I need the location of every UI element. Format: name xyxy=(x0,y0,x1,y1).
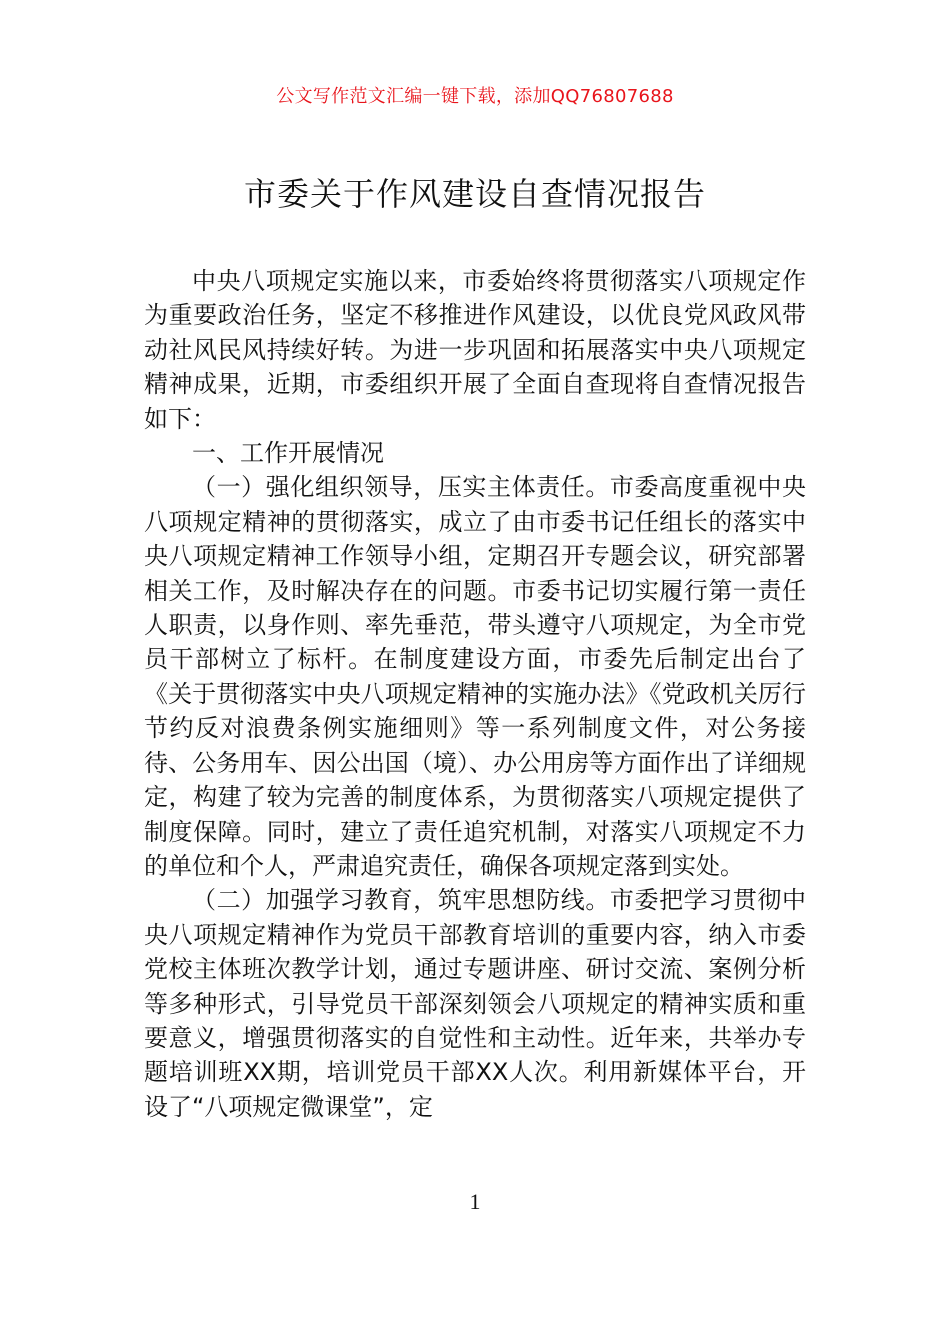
document-body xyxy=(144,264,806,1124)
header-download-note: 公文写作范文汇编一键下载，添加QQ76807688 xyxy=(276,86,674,107)
paragraph-section-1-1: （一）强化组织领导，压实主体责任。市委高度重视中央八项规定精神的贯彻落实，成立了由市委书记任组长的落实中央八项规定精神工作领导小组，定期召开专题会议，研究部署相关工作，及时解决存在的问题。市委书记切实履行第一责任人职责，以身作则、率先垂范，带头遵守八项规定，为全市党员干部树立了标杆。在制度建设方面，市委先后制定出台了《关于贯彻落实中央八项规定精神的实施办法》《党政机关厉行节约反对浪费条例实施细则》等一系列制度文件，对公务接待、公务用车、因公出国（境）、办公用房等方面作出了详细规定，构建了较为完善的制度体系，为贯彻落实八项规定提供了制度保障。同时，建立了责任追究机制，对落实八项规定不力的单位和个人，严肃追究责任，确保各项规定落到实处。 xyxy=(144,473,806,880)
paragraph-section-1-2: （二）加强学习教育，筑牢思想防线。市委把学习贯彻中央八项规定精神作为党员干部教育培训的重要内容，纳入市委党校主体班次教学计划，通过专题讲座、研讨交流、案例分析等多种形式，引导党员干部深刻领会八项规定的精神实质和重要意义，增强贯彻落实的自觉性和主动性。近年来，共举办专题培训班XX期，培训党员干部XX人次。利用新媒体平台，开设了“八项规定微课堂”，定 xyxy=(144,886,806,1121)
page-number: 1 xyxy=(469,1189,481,1214)
document-title: 市委关于作风建设自查情况报告 xyxy=(243,175,706,213)
paragraph-intro: 中央八项规定实施以来，市委始终将贯彻落实八项规定作为重要政治任务，坚定不移推进作风建设，以优良党风政风带动社风民风持续好转。为进一步巩固和拓展落实中央八项规定精神成果，近期，市委组织开展了全面自查现将自查情况报告如下： xyxy=(144,267,806,433)
section-heading-1: 一、工作开展情况 xyxy=(192,439,384,468)
